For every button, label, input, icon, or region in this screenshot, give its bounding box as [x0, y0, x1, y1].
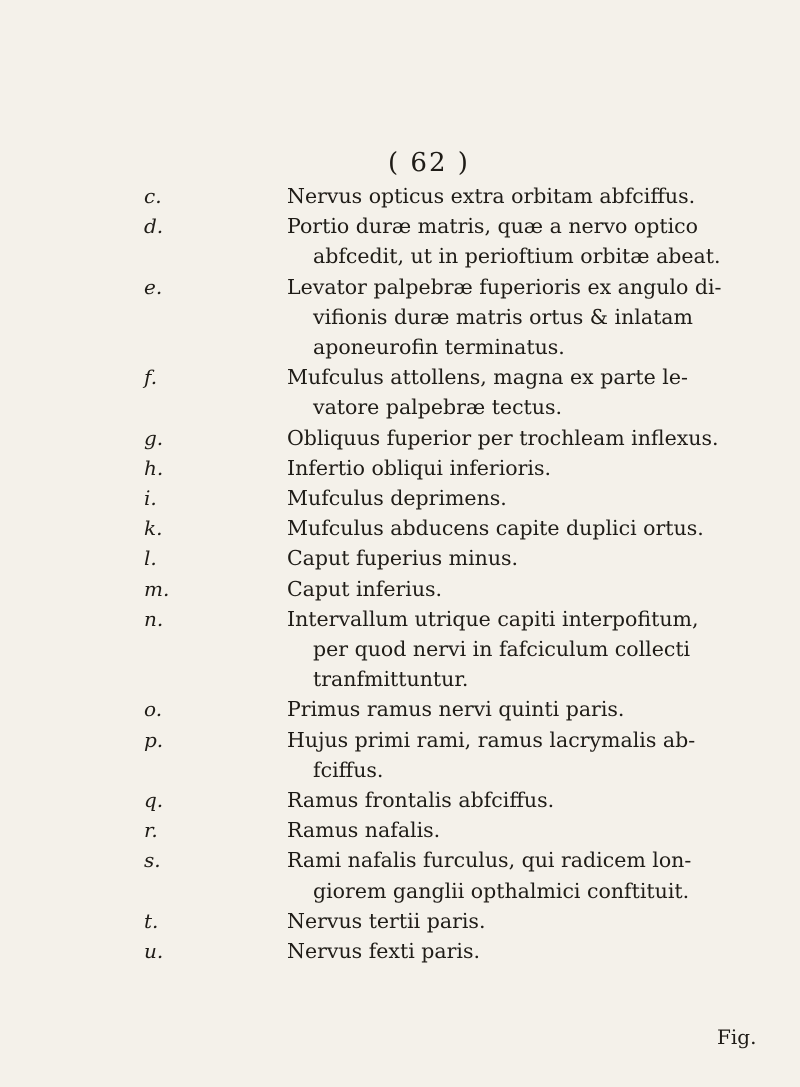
entry-letter: h.: [144, 455, 164, 480]
entry-line: Rami nafalis furculus, qui radicem lon-: [287, 848, 692, 873]
entry-line: aponeurofin terminatus.: [313, 334, 565, 359]
entry-line: Portio duræ matris, quæ a nervo optico: [287, 214, 698, 239]
entry-line: abfcedit, ut in perioftium orbitæ abeat.: [313, 244, 721, 269]
entry-line: Nervus opticus extra orbitam abfciffus.: [287, 184, 696, 208]
entry-letter: t.: [144, 908, 159, 933]
entry-line: tranfmittuntur.: [313, 667, 469, 692]
entry-letter: q.: [144, 788, 164, 812]
entry-line: Caput inferius.: [287, 576, 443, 601]
entry-letter: l.: [144, 546, 157, 571]
entry-line: vifionis duræ matris ortus & inlatam: [313, 304, 693, 329]
entry-line: Nervus tertii paris.: [287, 908, 486, 933]
entry-line: Ramus nafalis.: [287, 818, 441, 843]
entry-line: Nervus fexti paris.: [287, 939, 481, 963]
entry-line: Primus ramus nervi quinti paris.: [287, 697, 625, 722]
entry-letter: n.: [144, 606, 164, 631]
entry-letter: o.: [144, 697, 163, 722]
entry-letter: e.: [144, 274, 163, 299]
catchword: Fig.: [717, 1025, 757, 1049]
entry-line: Obliquus fuperior per trochleam inflexus.: [287, 425, 719, 450]
entry-line: Mufculus deprimens.: [287, 486, 507, 510]
entry-line: Hujus primi rami, ramus lacrymalis ab-: [287, 727, 696, 752]
entry-line: Mufculus attollens, magna ex parte le-: [287, 365, 688, 390]
entry-letter: i.: [144, 486, 157, 510]
entry-letter: u.: [144, 939, 164, 963]
entry-line: Ramus frontalis abfciffus.: [287, 788, 555, 812]
entry-line: Intervallum utrique capiti interpofitum,: [287, 606, 699, 631]
entry-letter: p.: [144, 727, 164, 752]
entry-letter: k.: [144, 516, 163, 541]
entry-line: vatore palpebræ tectus.: [313, 395, 563, 420]
page-number: ( 62 ): [388, 148, 470, 178]
entry-letter: s.: [144, 848, 161, 873]
entry-line: fciffus.: [313, 757, 384, 782]
entry-letter: r.: [144, 818, 158, 843]
entry-line: Levator palpebræ fuperioris ex angulo di-: [287, 274, 722, 299]
entry-letter: d.: [144, 214, 164, 239]
entry-line: Caput fuperius minus.: [287, 546, 519, 571]
entry-letter: g.: [144, 425, 164, 450]
entry-letter: f.: [144, 365, 158, 390]
entry-letter: m.: [144, 576, 170, 601]
entry-line: per quod nervi in fafciculum collecti: [313, 636, 691, 661]
entry-letter: c.: [144, 184, 162, 208]
entry-line: Infertio obliqui inferioris.: [287, 455, 552, 480]
entry-line: giorem ganglii opthalmici conftituit.: [313, 878, 690, 903]
entry-line: Mufculus abducens capite duplici ortus.: [287, 516, 704, 541]
